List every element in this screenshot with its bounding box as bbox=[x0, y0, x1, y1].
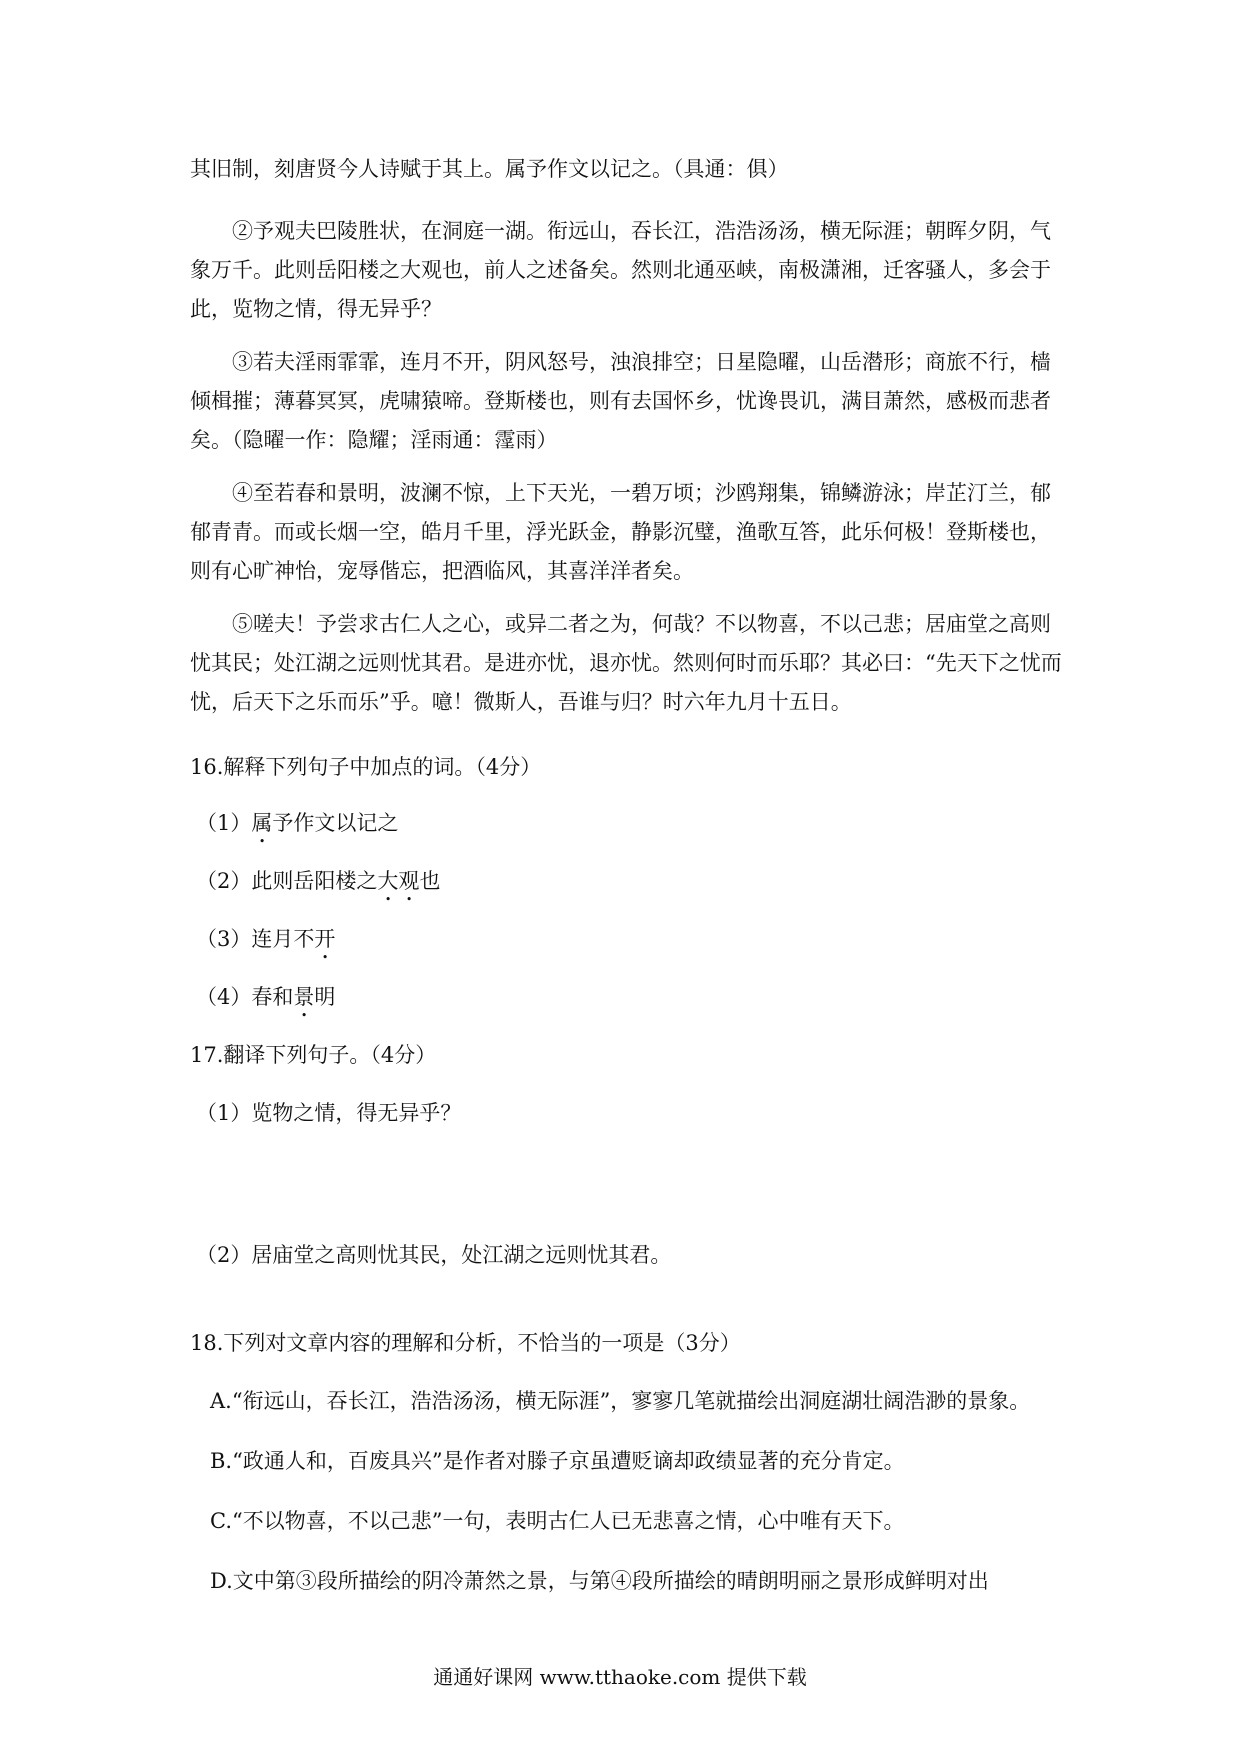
dotted-word: 开 bbox=[314, 927, 336, 951]
page-footer: 通通好课网 www.tthaoke.com 提供下载 bbox=[433, 1665, 807, 1689]
dotted-word: 景 bbox=[293, 985, 315, 1009]
passage-paragraph-5: ⑤嗟夫！予尝求古仁人之心，或异二者之为，何哉？不以物喜，不以己悲；居庙堂之高则忧其民；处江湖之远则忧其君。是进亦忧，退亦忧。然则何时而乐耶？其必曰：“先天下之忧而忧，后天下之乐而乐”乎。噫！微斯人，吾谁与归？时六年九月十五日。 bbox=[190, 612, 1062, 714]
question-16-item-4 bbox=[196, 982, 1096, 1022]
item-number: （1） bbox=[196, 811, 252, 835]
question-17-item-1: （1）览物之情，得无异乎？ bbox=[196, 1101, 462, 1125]
item-text: 明 bbox=[314, 985, 336, 1009]
passage-paragraph-3: ③若夫淫雨霏霏，连月不开，阴风怒号，浊浪排空；日星隐曜，山岳潜形；商旅不行，樯倾楫摧；薄暮冥冥，虎啸猿啼。登斯楼也，则有去国怀乡，忧谗畏讥，满目萧然，感极而悲者矣。（隐曜一作：隐耀；淫雨通：霪雨） bbox=[190, 350, 1051, 452]
item-text: 此则岳阳楼之 bbox=[251, 869, 378, 893]
item-text: 连月不 bbox=[251, 927, 315, 951]
passage-paragraph-4: ④至若春和景明，波澜不惊，上下天光，一碧万顷；沙鸥翔集，锦鳞游泳；岸芷汀兰，郁郁青青。而或长烟一空，皓月千里，浮光跃金，静影沉璧，渔歌互答，此乐何极！登斯楼也，则有心旷神怡，宠辱偕忘，把酒临风，其喜洋洋者矣。 bbox=[190, 481, 1051, 583]
question-18-title: 18.下列对文章内容的理解和分析，不恰当的一项是（3分） bbox=[190, 1331, 741, 1355]
question-18-option-d: D.文中第③段所描绘的阴冷萧然之景，与第④段所描绘的晴朗明丽之景形成鲜明对出 bbox=[210, 1569, 989, 1593]
dotted-word: 属 bbox=[251, 811, 273, 835]
item-text: 予作文以记之 bbox=[272, 811, 399, 835]
question-16-item-3 bbox=[196, 924, 1096, 964]
dotted-word: 大观 bbox=[377, 869, 420, 893]
item-number: （4） bbox=[196, 985, 252, 1009]
question-18-option-b: B.“政通人和，百废具兴”是作者对滕子京虽遭贬谪却政绩显著的充分肯定。 bbox=[210, 1449, 905, 1473]
question-16-item-2 bbox=[196, 866, 1096, 906]
item-number: （2） bbox=[196, 869, 252, 893]
question-17-title: 17.翻译下列句子。（4分） bbox=[190, 1043, 437, 1067]
question-16-title: 16.解释下列句子中加点的词。（4分） bbox=[190, 755, 542, 779]
question-18-option-c: C.“不以物喜，不以己悲”一句，表明古仁人已无悲喜之情，心中唯有天下。 bbox=[210, 1509, 905, 1533]
question-18-option-a: A.“衔远山，吞长江，浩浩汤汤，横无际涯”，寥寥几笔就描绘出洞庭湖壮阔浩渺的景象。 bbox=[210, 1389, 1031, 1413]
passage-paragraph-1-end: 其旧制，刻唐贤今人诗赋于其上。属予作文以记之。（具通：俱） bbox=[190, 157, 789, 181]
question-17-item-2: （2）居庙堂之高则忧其民，处江湖之远则忧其君。 bbox=[196, 1243, 672, 1267]
question-16-item-1 bbox=[196, 808, 1096, 848]
item-text: 春和 bbox=[251, 985, 294, 1009]
item-text: 也 bbox=[419, 869, 441, 893]
item-number: （3） bbox=[196, 927, 252, 951]
passage-paragraph-2: ②予观夫巴陵胜状，在洞庭一湖。衔远山，吞长江，浩浩汤汤，横无际涯；朝晖夕阴，气象万千。此则岳阳楼之大观也，前人之述备矣。然则北通巫峡，南极潇湘，迁客骚人，多会于此，览物之情，得无异乎？ bbox=[190, 219, 1051, 321]
